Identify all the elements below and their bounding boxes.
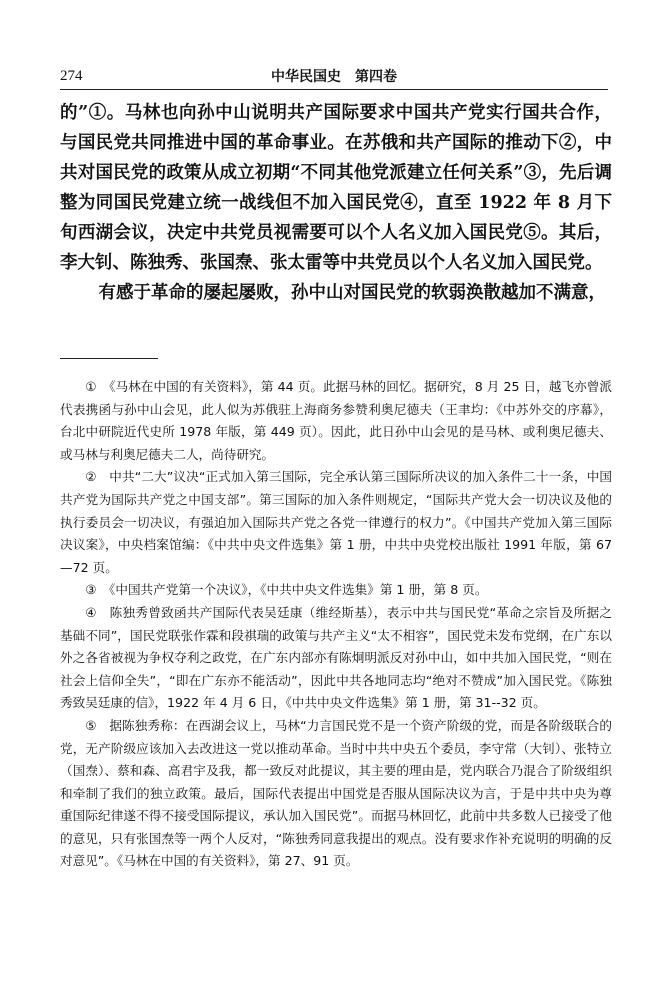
body-paragraph: 有感于革命的屡起屡败，孙中山对国民党的软弱涣散越加不满意， [98, 283, 606, 303]
footnote-4: ④ 陈独秀曾致函共产国际代表吴廷康（维经斯基），表示中共与国民党“革命之宗旨及所据之基础不同”，国民党联张作霖和段祺瑞的政策与共产主义“太不相容”，国民党未发布党纲，在广东以外之各省被视为争权夺利之政党，在广东内部亦有陈炯明派反对孙中山，如中共加入国民党，“则在社会上信仰全失”，“即在广东亦不能活动”，因此中共各地同志均“绝对不赞成”加入国民党。《陈独秀致吴廷康的信》，1922 年 4 月 6 日，《中共中央文件选集》第 1 册，第 31--32 页。 [60, 604, 612, 711]
footnotes [60, 376, 612, 873]
running-title: 中华民国史 第四卷 [271, 69, 397, 85]
body-paragraph: 的”①。马林也向孙中山说明共产国际要求中国共产党实行国共合作，与国民党共同推进中国的革命事业。在苏俄和共产国际的推动下②，中共对国民党的政策从成立初期“不同其他党派建立任何关系”③，先后调整为同国民党建立统一战线但不加入国民党④，直至 1922 年 8 月下旬西湖会议，决定中共党员视需要可以个人名义加入国民党⑤。其后，李大钊、陈独秀、张国焘、张太雷等中共党员以个人名义加入国民党。 [60, 103, 612, 273]
main-text [60, 98, 612, 308]
footnote-3: ③ 《中国共产党第一个决议》，《中共中央文件选集》第 1 册，第 8 页。 [85, 582, 488, 598]
footnote-1: ① 《马林在中国的有关资料》，第 44 页。此据马林的回忆。据研究，8 月 25 日，越飞亦曾派代表携函与孙中山会见，此人似为苏俄驻上海商务参赞利奥尼德夫（王聿均：《中苏外交的序幕》，台北中研院近代史所 1978 年版，第 449 页）。因此，此日孙中山会见的是马林、或利奥尼德夫、或马林与利奥尼德夫二人，尚待研究。 [60, 379, 612, 462]
footnote-2: ② 中共“二大”议决“正式加入第三国际，完全承认第三国际所决议的加入条件二十一条，中国共产党为国际共产党之中国支部”。第三国际的加入条件则规定，“国际共产党大会一切决议及他的执行委员会一切决议，有强迫加入国际共产党之各党一律遵行的权力”。《中国共产党加入第三国际决议案》，中央档案馆编：《中共中央文件选集》第 1 册，中共中央党校出版社 1991 年版，第 67—72 页。 [60, 469, 612, 575]
footnote-separator [60, 358, 158, 359]
footnote-5: ⑤ 据陈独秀称：在西湖会议上，马林“力言国民党不是一个资产阶级的党，而是各阶级联合的党，无产阶级应该加入去改进这一党以推动革命。当时中共中央五个委员，李守常（大钊）、张特立（国焘）、蔡和森、高君宇及我，都一致反对此提议，其主要的理由是，党内联合乃混合了阶级组织和牵制了我们的独立政策。最后，国际代表提出中国党是否服从国际决议为言，于是中共中央为尊重国际纪律遂不得不接受国际提议，承认加入国民党”。而据马林回忆，此前中共多数人已接受了他的意见，只有张国焘等一两个人反对，“陈独秀同意我提出的观点。没有要求作补充说明的明确的反对意见”。《马林在中国的有关资料》，第 27、91 页。 [60, 717, 612, 869]
header-rule [60, 89, 608, 90]
page-number: 274 [60, 68, 83, 84]
page-header [60, 62, 608, 90]
